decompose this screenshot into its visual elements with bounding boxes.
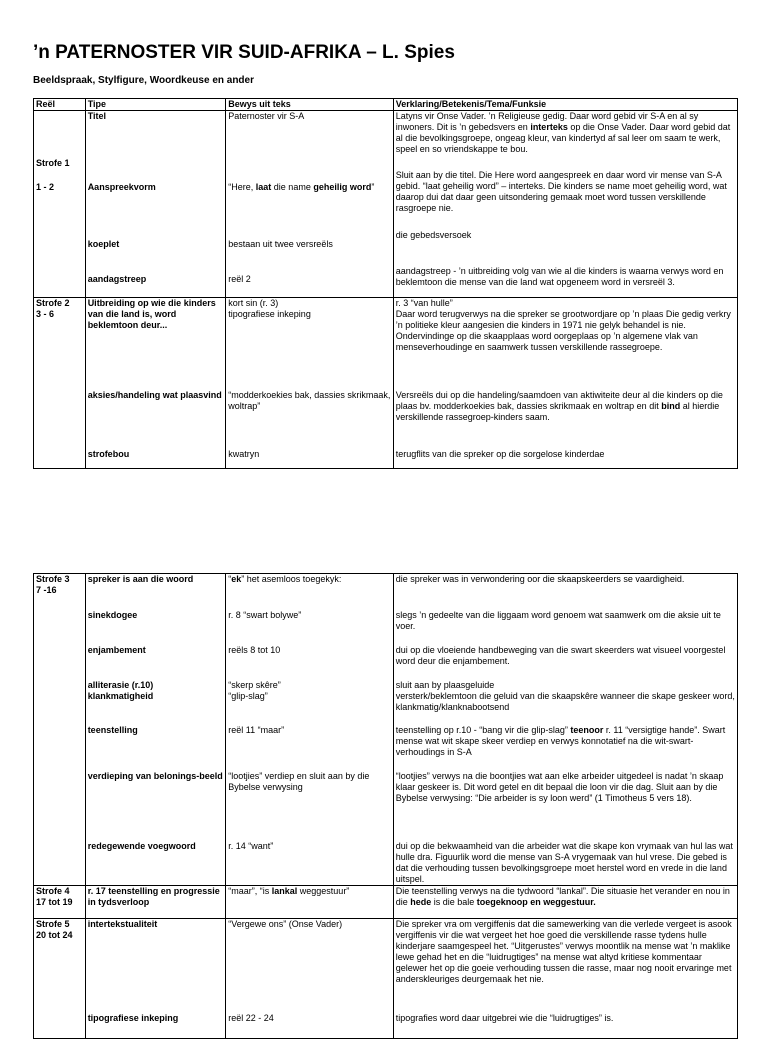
type-label: Uitbreiding op wie die kinders van die land is, word beklemtoon deur... bbox=[87, 298, 216, 330]
explanation-text: Die spreker vra om vergiffenis dat die samewerking van die verlede vergeet is asook vergiffenis vir die wat vergeet het hoe goed die verskillende rasse tydens hulle kinderjare saamgespeel het. “Uitgerustes” verwys moontlik na mense wat ’n maklike lewe gehad het en die “luidrugtiges” na mense wat altyd kritiese kommentaar gelewer het op die goeie verhouding tussen die rasse, maar nog nooit ervaringe met anderskleuriges deurgemaak het nie. bbox=[395, 919, 732, 984]
text-run: Die teenstelling verwys na die tydwoord “lankal”. Die situasie het verander en nou in die bbox=[395, 886, 730, 907]
text-run-bold: hede bbox=[410, 897, 432, 907]
explanation-text bbox=[396, 886, 735, 908]
evidence-text: “lootjies” verdiep en sluit aan by die Bybelse verwysing bbox=[228, 771, 370, 792]
stanza-label: Strofe 4 bbox=[36, 886, 70, 896]
text-run: “ bbox=[228, 574, 232, 584]
line-range: 1 - 2 bbox=[36, 182, 55, 192]
type-label: koeplet bbox=[87, 239, 120, 249]
table-row-strofe-5 bbox=[34, 919, 738, 1039]
evidence-text: kort sin (r. 3) bbox=[228, 298, 279, 308]
table-row-strofe-2 bbox=[34, 298, 738, 469]
explanation-text: tipografies word daar uitgebrei wie die “luidrugtiges” is. bbox=[395, 1013, 614, 1023]
text-run: Latyns vir Onse Vader. ’n Religieuse gedig. Daar word gebid vir S-A en al sy inwoners. Dit is ’n gebedsvers en bbox=[395, 111, 699, 132]
header-bewys: Bewys uit teks bbox=[226, 99, 393, 111]
explanation-text: slegs ’n gedeelte van die liggaam word genoem wat saamwerk om die aksie uit te voer. bbox=[395, 610, 721, 631]
stanza-label: Strofe 1 bbox=[36, 158, 70, 168]
figures-table-part-2 bbox=[33, 573, 738, 1039]
cell-bewys bbox=[226, 298, 393, 469]
explanation-text: dui op die vloeiende handbeweging van die swart skeerders wat visueel voorgestel word deur die enjambement. bbox=[395, 645, 726, 666]
cell-tipe bbox=[85, 919, 226, 1039]
cell-tipe bbox=[85, 298, 226, 469]
cell-verklaring bbox=[393, 111, 737, 298]
text-run: weggestuur” bbox=[297, 886, 350, 896]
evidence-text: reël 2 bbox=[228, 274, 251, 284]
cell-verklaring bbox=[393, 298, 737, 469]
stanza-label: Strofe 2 bbox=[36, 298, 70, 308]
type-label: intertekstualiteit bbox=[87, 919, 158, 929]
type-label: redegewende voegwoord bbox=[87, 841, 196, 851]
text-run: “Here, bbox=[228, 182, 256, 192]
type-label: alliterasie (r.10) bbox=[87, 680, 154, 690]
explanation-text: versterk/beklemtoon die geluid van die skaapskêre wanneer die skape geskeer word, klankmatig/klanknabootsend bbox=[395, 691, 735, 712]
explanation-text: r. 3 “van hulle” bbox=[395, 298, 453, 308]
text-run: teenstelling op r.10 - “bang vir die glip-slag” bbox=[395, 725, 571, 735]
explanation-text: die spreker was in verwondering oor die skaapskeerders se vaardigheid. bbox=[395, 574, 685, 584]
type-label: enjambement bbox=[87, 645, 146, 655]
evidence-text: reël 11 “maar” bbox=[228, 725, 285, 735]
type-label: Titel bbox=[87, 111, 107, 121]
type-label: klankmatigheid bbox=[87, 691, 154, 701]
text-run-bold: teenoor bbox=[570, 725, 604, 735]
evidence-text: “glip-slag” bbox=[228, 691, 268, 701]
cell-reel bbox=[34, 111, 86, 298]
text-run: r. 11 “versigtige hande”. Swart mense wat wit skape skeer verdiep en verwys konnotatief na die wit-swart-verhoudings in S-A bbox=[395, 725, 726, 757]
text-run-bold: bind bbox=[661, 401, 681, 411]
evidence-text: tipografiese inkeping bbox=[228, 309, 311, 319]
evidence-text: r. 8 “swart bolywe” bbox=[228, 610, 302, 620]
explanation-text: sluit aan by plaasgeluide bbox=[395, 680, 495, 690]
evidence-text: “skerp skêre” bbox=[228, 680, 281, 690]
cell-verklaring bbox=[393, 574, 737, 886]
cell-bewys bbox=[226, 111, 393, 298]
line-range: 7 -16 bbox=[36, 585, 57, 595]
evidence-text: Paternoster vir S-A bbox=[228, 111, 305, 121]
line-range: 17 tot 19 bbox=[36, 897, 73, 907]
text-run-bold: geheilig word bbox=[313, 182, 372, 192]
text-run: “Vergewe ons” bbox=[228, 919, 287, 929]
evidence-text: reël 22 - 24 bbox=[228, 1013, 274, 1023]
text-run-bold: laat bbox=[255, 182, 272, 192]
header-tipe: Tipe bbox=[85, 99, 226, 111]
evidence-text: bestaan uit twee versreëls bbox=[228, 239, 333, 249]
cell-bewys bbox=[226, 886, 393, 919]
type-label: aksies/handeling wat plaasvind bbox=[87, 390, 222, 400]
type-label: spreker is aan die woord bbox=[87, 574, 194, 584]
evidence-text: reëls 8 tot 10 bbox=[228, 645, 281, 655]
cell-tipe bbox=[85, 111, 226, 298]
cell-tipe bbox=[85, 886, 226, 919]
text-run: “maar”, “is bbox=[228, 886, 272, 896]
text-run: ” het asemloos toegekyk: bbox=[241, 574, 342, 584]
explanation-text: Daar word terugverwys na die spreker se grootwordjare op ’n plaas Die gedig verkry ’n politieke kleur aangesien die kinders in 1971 nie gelyk behandel is nie. Ondervindinge op die skaapplaas word oorgeplaas op ’n algemene vlak van menseverhoudinge en saamwerk tussen verskillende rassegroepe. bbox=[395, 309, 731, 352]
explanation-text bbox=[396, 111, 735, 155]
cell-reel bbox=[34, 886, 86, 919]
type-label: aandagstreep bbox=[87, 274, 147, 284]
figures-table-part-1 bbox=[33, 98, 738, 469]
document-title: ’n PATERNOSTER VIR SUID-AFRIKA – L. Spies bbox=[33, 42, 455, 63]
explanation-text: terugflits van die spreker op die sorgelose kinderdae bbox=[395, 449, 605, 459]
explanation-text bbox=[396, 725, 735, 758]
text-run: ” bbox=[371, 182, 375, 192]
text-run: Versreëls dui op die handeling/saamdoen van aktiwiteite deur al die kinders op die plaas bv. modderkoekies bak, dassies skrikmaak en woltrap en dit bbox=[395, 390, 723, 411]
type-label: r. 17 teenstelling en progressie in tydsverloop bbox=[87, 886, 220, 907]
text-run: (Onse Vader) bbox=[286, 919, 343, 929]
evidence-text bbox=[228, 182, 390, 193]
table-row-strofe-3 bbox=[34, 574, 738, 886]
explanation-text: die gebedsversoek bbox=[395, 230, 472, 240]
text-run: die name bbox=[271, 182, 314, 192]
explanation-text: dui op die bekwaamheid van die arbeider wat die skape kon vrymaak van hul las wat hulle dra. Figuurlik word die mense van S-A vrygemaak van hul vrese. Die gebed is dat die verhouding tussen bevolkingsgroepe moet herstel word en vrede in die land uitspel. bbox=[395, 841, 733, 884]
text-run: is die bale bbox=[431, 897, 477, 907]
table-header-row bbox=[34, 99, 738, 111]
stanza-label: Strofe 3 bbox=[36, 574, 70, 584]
type-label: sinekdogee bbox=[87, 610, 138, 620]
cell-reel bbox=[34, 919, 86, 1039]
type-label: Aanspreekvorm bbox=[87, 182, 156, 192]
cell-reel bbox=[34, 298, 86, 469]
table-row-strofe-4 bbox=[34, 886, 738, 919]
evidence-text bbox=[228, 574, 390, 585]
explanation-text: Sluit aan by die titel. Die Here word aangespreek en daar word vir mense van S-A gebid. “laat geheilig word” – interteks. Die kinders se name moet geheilig word, wat daarop dui dat daar geen uitsondering gemaak moet word tussen verskillende rasgroepe nie. bbox=[395, 170, 727, 213]
type-label: verdieping van belonings-beeld bbox=[87, 771, 223, 781]
explanation-text bbox=[396, 390, 735, 423]
table-row-strofe-1 bbox=[34, 111, 738, 298]
type-label: tipografiese inkeping bbox=[87, 1013, 179, 1023]
evidence-text: kwatryn bbox=[228, 449, 260, 459]
text-run-bold: toegeknoop en weggestuur. bbox=[476, 897, 596, 907]
text-run-bold: interteks bbox=[530, 122, 568, 132]
evidence-text bbox=[228, 919, 390, 930]
evidence-text bbox=[228, 886, 390, 897]
explanation-text: aandagstreep - ’n uitbreiding volg van wie al die kinders is waarna verwys word en beklemtoon die mense van die land wat opgeneem word in versreël 3. bbox=[395, 266, 724, 287]
text-run-bold: lankal bbox=[271, 886, 298, 896]
type-label: teenstelling bbox=[87, 725, 138, 735]
type-label: strofebou bbox=[87, 449, 130, 459]
explanation-text: “lootjies” verwys na die boontjies wat aan elke arbeider uitgedeel is nadat ’n skaap klaar geskeer is. Dit word getel en dit bepaal die loon vir die dag. Sluit aan by die Bybelse verwysing: “Die arbeider is sy loon werd” (1 Timotheus 5 vers 18). bbox=[395, 771, 724, 803]
cell-reel bbox=[34, 574, 86, 886]
text-run: al hierdie verskillende rassegroep-kinders saam. bbox=[395, 401, 720, 422]
line-range: 20 tot 24 bbox=[36, 930, 73, 940]
evidence-text: r. 14 “want” bbox=[228, 841, 274, 851]
stanza-label: Strofe 5 bbox=[36, 919, 70, 929]
header-verklaring: Verklaring/Betekenis/Tema/Funksie bbox=[393, 99, 737, 111]
cell-verklaring bbox=[393, 886, 737, 919]
evidence-text: “modderkoekies bak, dassies skrikmaak, woltrap” bbox=[228, 390, 391, 411]
document-subtitle: Beeldspraak, Stylfigure, Woordkeuse en ander bbox=[33, 75, 254, 86]
cell-bewys bbox=[226, 574, 393, 886]
cell-verklaring bbox=[393, 919, 737, 1039]
text-run: op die Onse Vader. Daar word gebid dat al die bevolkingsgroepe, ongeag kleur, van kindertyd af sal leer om saam te werk, speel en so vriendskappe te bou. bbox=[395, 122, 731, 154]
cell-tipe bbox=[85, 574, 226, 886]
line-range: 3 - 6 bbox=[36, 309, 55, 319]
cell-bewys bbox=[226, 919, 393, 1039]
header-reel: Reël bbox=[34, 99, 86, 111]
text-run-bold: ek bbox=[231, 574, 242, 584]
